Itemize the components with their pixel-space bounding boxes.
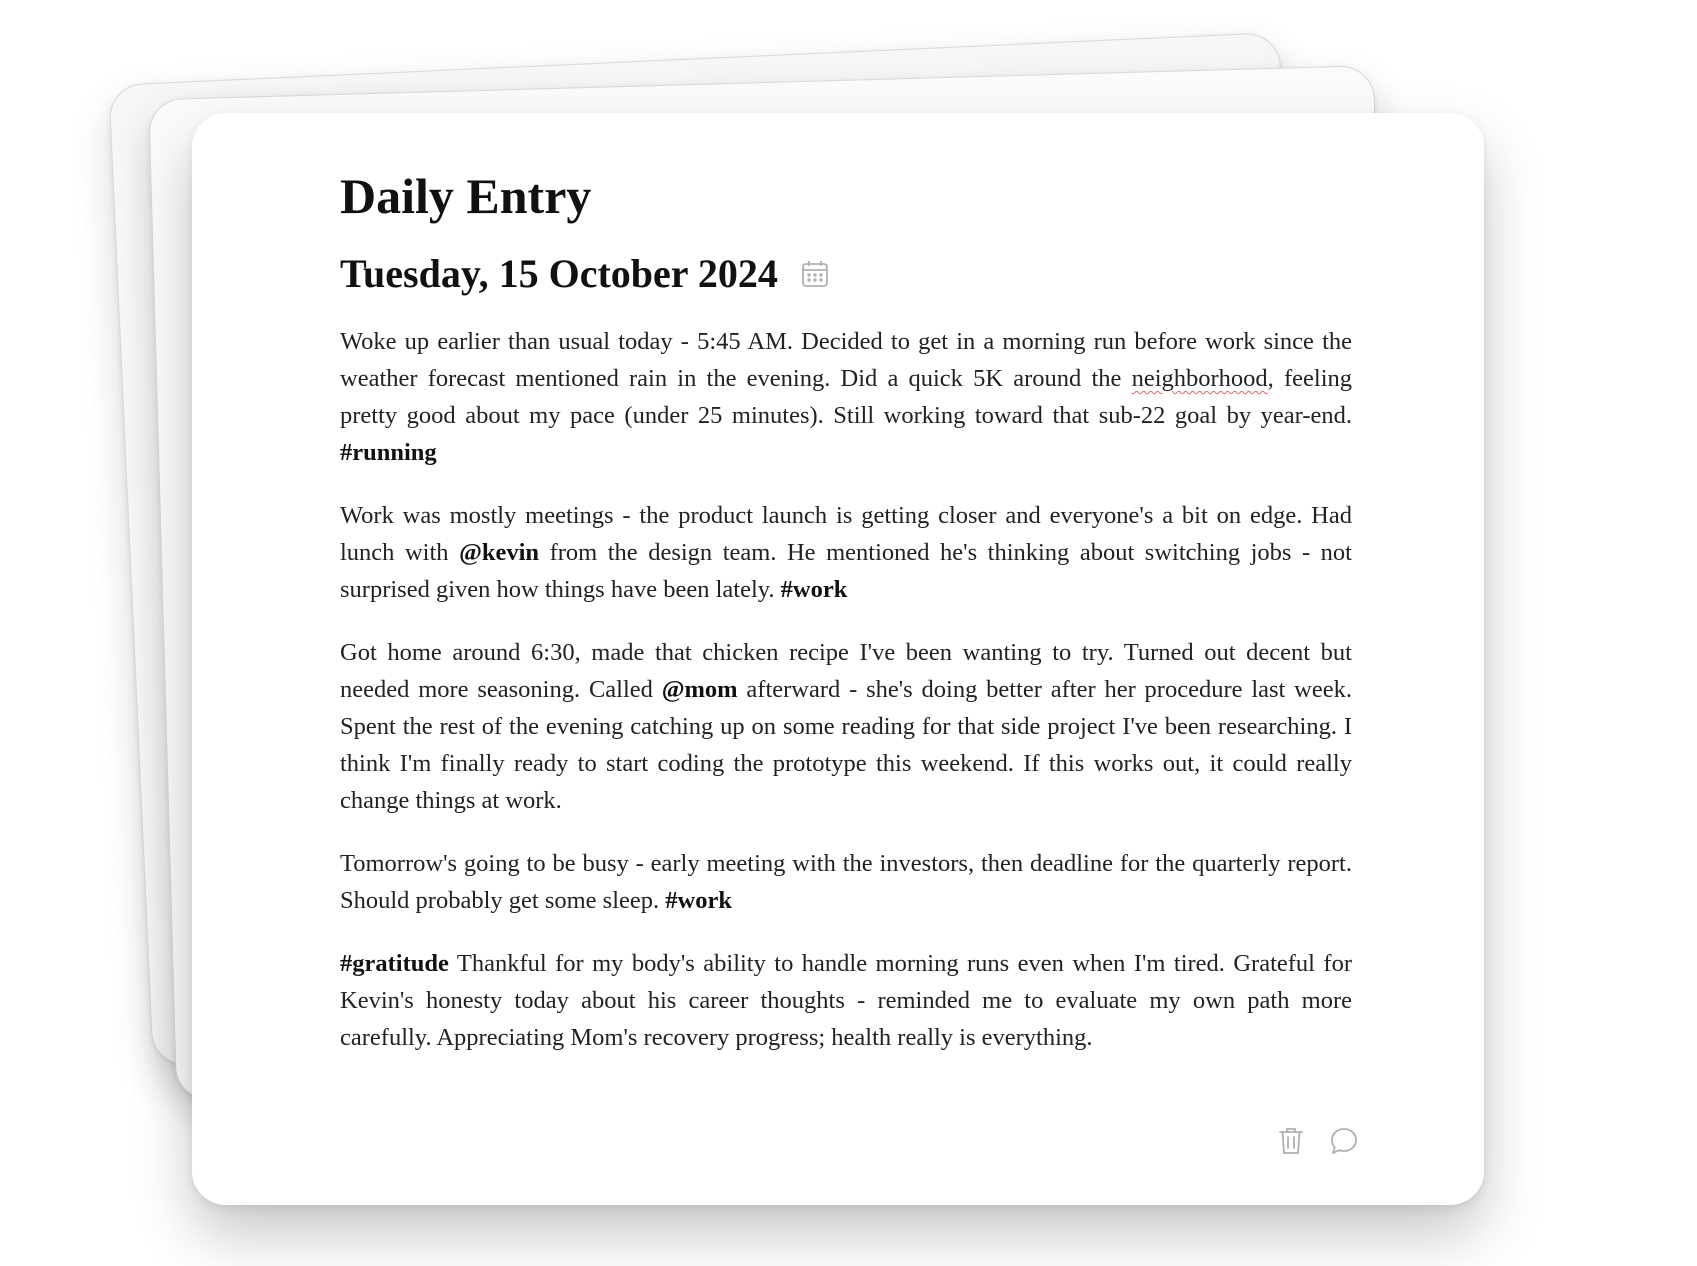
entry-paragraph-2[interactable] [340, 497, 1352, 608]
entry-date: Tuesday, 15 October 2024 [340, 251, 778, 296]
hashtag-work[interactable]: #work [665, 887, 732, 914]
hashtag-gratitude[interactable]: #gratitude [340, 950, 449, 977]
paragraph-text: Work was mostly meetings - the product launch is getting closer and everyone's a bit on edge. Had lunch with [340, 502, 1352, 566]
mention-kevin[interactable]: @kevin [459, 539, 540, 566]
paragraph-text: Thankful for my body's ability to handle morning runs even when I'm tired. Grateful for Kevin's honesty today about his career thoughts - reminded me to evaluate my own path more carefully. Appreciating Mom's recovery progress; health really is everything. [340, 950, 1352, 1051]
date-row [340, 250, 1352, 297]
paragraph-text: Woke up earlier than usual today - 5:45 AM. Decided to get in a morning run before work since the weather forecast mentioned rain in the evening. Did a quick 5K around the [340, 328, 1352, 392]
spellcheck-word[interactable]: neighborhood [1131, 365, 1268, 392]
entry-card [192, 113, 1484, 1205]
paragraph-text: afterward - she's doing better after her procedure last week. Spent the rest of the evening catching up on some reading for that side project I've been researching. I think I'm finally ready to start coding the prototype this weekend. If this works out, it could really change things at work. [340, 676, 1352, 814]
mention-mom[interactable]: @mom [661, 676, 738, 703]
paragraph-text: , feeling pretty good about my pace (under 25 minutes). Still working toward that sub-22 goal by year-end. [340, 365, 1352, 429]
entry-title: Daily Entry [340, 168, 592, 224]
entry-paragraph-4[interactable] [340, 845, 1352, 919]
paragraph-text: Tomorrow's going to be busy - early meeting with the investors, then deadline for the quarterly report. Should probably get some sleep. [340, 850, 1352, 914]
trash-icon[interactable] [1276, 1125, 1306, 1157]
entry-content [340, 169, 1352, 1082]
entry-paragraph-3[interactable] [340, 634, 1352, 819]
paragraph-text: from the design team. He mentioned he's thinking about switching jobs - not surprised given how things have been lately. [340, 539, 1352, 603]
hashtag-running[interactable]: #running [340, 439, 437, 466]
entry-paragraph-5[interactable] [340, 945, 1352, 1056]
calendar-icon[interactable] [800, 259, 830, 289]
paragraph-text: Got home around 6:30, made that chicken recipe I've been wanting to try. Turned out decent but needed more seasoning. Called [340, 639, 1352, 703]
entry-paragraph-1[interactable] [340, 323, 1352, 471]
hashtag-work[interactable]: #work [780, 576, 848, 603]
comment-icon[interactable] [1328, 1125, 1358, 1157]
entry-actions [1276, 1125, 1358, 1157]
